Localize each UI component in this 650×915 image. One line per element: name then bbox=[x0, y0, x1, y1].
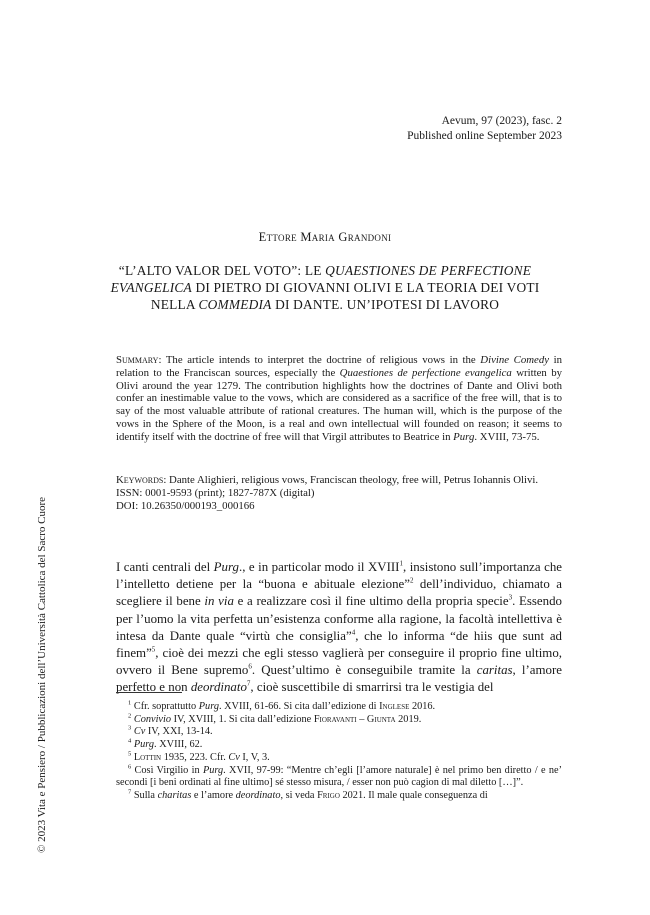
keywords-block bbox=[116, 474, 562, 512]
footnote-text: I, V, 3. bbox=[239, 751, 270, 763]
footnote-ref[interactable]: 5 bbox=[151, 645, 156, 654]
issn: ISSN: 0001-9593 (print); 1827-787X (digital) bbox=[116, 486, 315, 499]
body-text: dell’individuo, chiamato a scegliere il bene bbox=[116, 577, 562, 609]
footnote-separator bbox=[116, 692, 182, 693]
body-paragraph bbox=[116, 559, 562, 697]
title-part: “L’ALTO VALOR DEL VOTO”: LE bbox=[118, 263, 326, 278]
footnote-italic: charitas bbox=[157, 789, 192, 801]
footnote-text: IV, XVIII, 1. Si cita dall’edizione bbox=[171, 713, 314, 725]
abstract-text: : The article intends to interpret the doctrine of religious vows in the bbox=[158, 354, 481, 366]
keywords-label: Keywords bbox=[116, 474, 164, 486]
footnote-6 bbox=[116, 765, 562, 790]
footnote-text: – bbox=[356, 713, 367, 725]
abstract-italic: Purg bbox=[453, 430, 475, 443]
doi: DOI: 10.26350/000193_000166 bbox=[116, 499, 255, 512]
footnote-number: 5 bbox=[128, 750, 132, 758]
title-part: DI DANTE. UN’IPOTESI DI LAVORO bbox=[271, 297, 500, 312]
footnote-number: 7 bbox=[128, 788, 132, 796]
footnote-text: 2016. bbox=[409, 701, 436, 712]
body-text: . Quest’ultimo è conseguibile tramite la bbox=[251, 663, 477, 678]
footnotes bbox=[116, 701, 562, 803]
title-part: DI PIETRO DI GIOVANNI OLIVI E LA TEORIA DEI VOTI NELLA bbox=[150, 280, 540, 312]
footnote-number: 4 bbox=[128, 737, 132, 745]
body-italic: caritas bbox=[476, 663, 513, 678]
footnote-text: Così Virgilio in bbox=[131, 764, 203, 776]
footnote-italic: Convivio bbox=[133, 713, 172, 725]
body-italic: Purg bbox=[213, 560, 239, 574]
footnote-italic: Cv bbox=[133, 726, 146, 738]
footnote-1 bbox=[116, 701, 562, 714]
footnote-number: 2 bbox=[128, 712, 132, 720]
footnote-number: 1 bbox=[128, 699, 132, 707]
abstract-text: . XVIII, 73-75. bbox=[474, 430, 540, 443]
journal-issue-line: Aevum, 97 (2023), fasc. 2 bbox=[441, 115, 562, 127]
footnote-4 bbox=[116, 739, 562, 752]
footnote-ref[interactable]: 2 bbox=[410, 576, 414, 585]
footnote-ref[interactable]: 4 bbox=[351, 628, 356, 637]
article-title bbox=[100, 262, 550, 313]
body-text: , insistono sull’importanza che l’intelletto detiene per la “buona e abituale elezione” bbox=[116, 560, 562, 592]
body-italic: in via bbox=[204, 594, 234, 609]
footnote-text: Cfr. soprattutto bbox=[131, 701, 199, 712]
body-text: , che lo informa “de hiis que sunt ad finem” bbox=[116, 628, 562, 661]
body-text: ., e in particolar modo il XVIII bbox=[238, 560, 400, 574]
footnote-number: 6 bbox=[128, 763, 132, 771]
footnote-text: IV, XXI, 13-14. bbox=[145, 726, 213, 738]
footnote-text: Sulla bbox=[131, 789, 158, 801]
footnote-text: e l’amore bbox=[191, 789, 236, 801]
published-online-line: Published online September 2023 bbox=[407, 130, 562, 142]
footnote-ref[interactable]: 3 bbox=[508, 594, 513, 603]
body-text: , cioè suscettibile di smarrirsi tra le vestigia del bbox=[250, 680, 494, 695]
footnote-number: 3 bbox=[128, 724, 132, 732]
footnote-2 bbox=[116, 714, 562, 727]
title-italic-part: QUAESTIONES DE PERFECTIONE EVANGELICA bbox=[110, 263, 532, 295]
footnote-smallcaps: Fioravanti bbox=[313, 713, 357, 725]
footnote-italic: Purg bbox=[133, 739, 155, 751]
journal-header bbox=[407, 114, 562, 144]
body-text: e a realizzare così il fine ultimo della propria specie bbox=[233, 594, 509, 609]
footnote-text: 2021. Il male quale conseguenza di bbox=[339, 789, 488, 801]
footnote-ref[interactable]: 1 bbox=[399, 559, 403, 568]
footnote-smallcaps: Frigo bbox=[317, 789, 340, 801]
abstract-text: written by Olivi around the year 1279. The contribution highlights how the doctrines of Dante and Olivi both confer an inestimable value to the vows, which are considered as a sacrifice of the free will, that is to say of the most valuable attribute of rational creatures. The human will, which is the purpose of the vows in the Sphere of the Moon, is a real and own intellectual will founded on reason; it seems to identify itself with the doctrine of free will that Virgil attributes to Beatrice in bbox=[116, 366, 562, 443]
body-italic: deordinato bbox=[190, 680, 247, 695]
footnote-3 bbox=[116, 726, 562, 739]
body-text: , l’amore perfetto e non bbox=[116, 663, 562, 695]
footnote-text: 2019. bbox=[395, 713, 422, 725]
keywords-text: : Dante Alighieri, religious vows, Franciscan theology, free will, Petrus Iohannis Olivi. bbox=[163, 474, 539, 486]
abstract-italic: Quaestiones de perfectione evangelica bbox=[339, 366, 512, 379]
body-text: , cioè dei mezzi che egli stesso vaglierà per conseguire il proprio fine ultimo, ovvero il Bene supremo bbox=[116, 646, 562, 678]
abstract bbox=[116, 354, 562, 444]
footnote-text: . XVII, 97-99: “Mentre ch’egli [l’amore naturale] è nel primo ben diretto / e ne’ secondi [i beni ordinati al fine ultimo] sé stesso misura, / esser non può cagion di mal diletto […]”. bbox=[116, 764, 563, 789]
footnote-italic: deordinato bbox=[235, 789, 281, 801]
abstract-text: in relation to the Franciscan sources, especially the bbox=[116, 354, 562, 379]
footnote-italic: Purg bbox=[198, 701, 219, 712]
footnote-italic: Cv bbox=[228, 751, 240, 763]
footnote-text: . XVIII, 62. bbox=[154, 739, 203, 751]
footnote-ref[interactable]: 6 bbox=[248, 662, 252, 671]
footnote-text: , si veda bbox=[280, 789, 318, 801]
title-italic-part: COMMEDIA bbox=[198, 297, 272, 312]
footnote-text: 1935, 223. Cfr. bbox=[161, 751, 229, 763]
footnote-ref[interactable]: 7 bbox=[246, 680, 251, 689]
abstract-italic: Divine Comedy bbox=[480, 354, 550, 366]
footnote-smallcaps: Lottin bbox=[133, 751, 162, 763]
keywords bbox=[116, 474, 562, 487]
body-text: . Essendo per l’uomo la vita perfetta un’esistenza conforme alla ragione, la facoltà intellettiva è intesa da Dante quale “virtù che consiglia” bbox=[116, 594, 562, 643]
body-text: I canti centrali del bbox=[116, 560, 214, 574]
author-name: Ettore Maria Grandoni bbox=[258, 230, 392, 244]
footnote-smallcaps: Inglese bbox=[379, 701, 410, 712]
footnote-5 bbox=[116, 752, 562, 765]
abstract-label: Summary bbox=[116, 354, 159, 366]
footnote-text: . XVIII, 61-66. Si cita dall’edizione di bbox=[218, 701, 380, 712]
footnote-smallcaps: Giunta bbox=[366, 713, 396, 725]
footnote-italic: Purg bbox=[202, 764, 224, 776]
copyright-side-note: © 2023 Vita e Pensiero / Pubblicazioni dell’Università Cattolica del Sacro Cuore bbox=[36, 496, 48, 854]
footnote-7 bbox=[116, 790, 562, 803]
